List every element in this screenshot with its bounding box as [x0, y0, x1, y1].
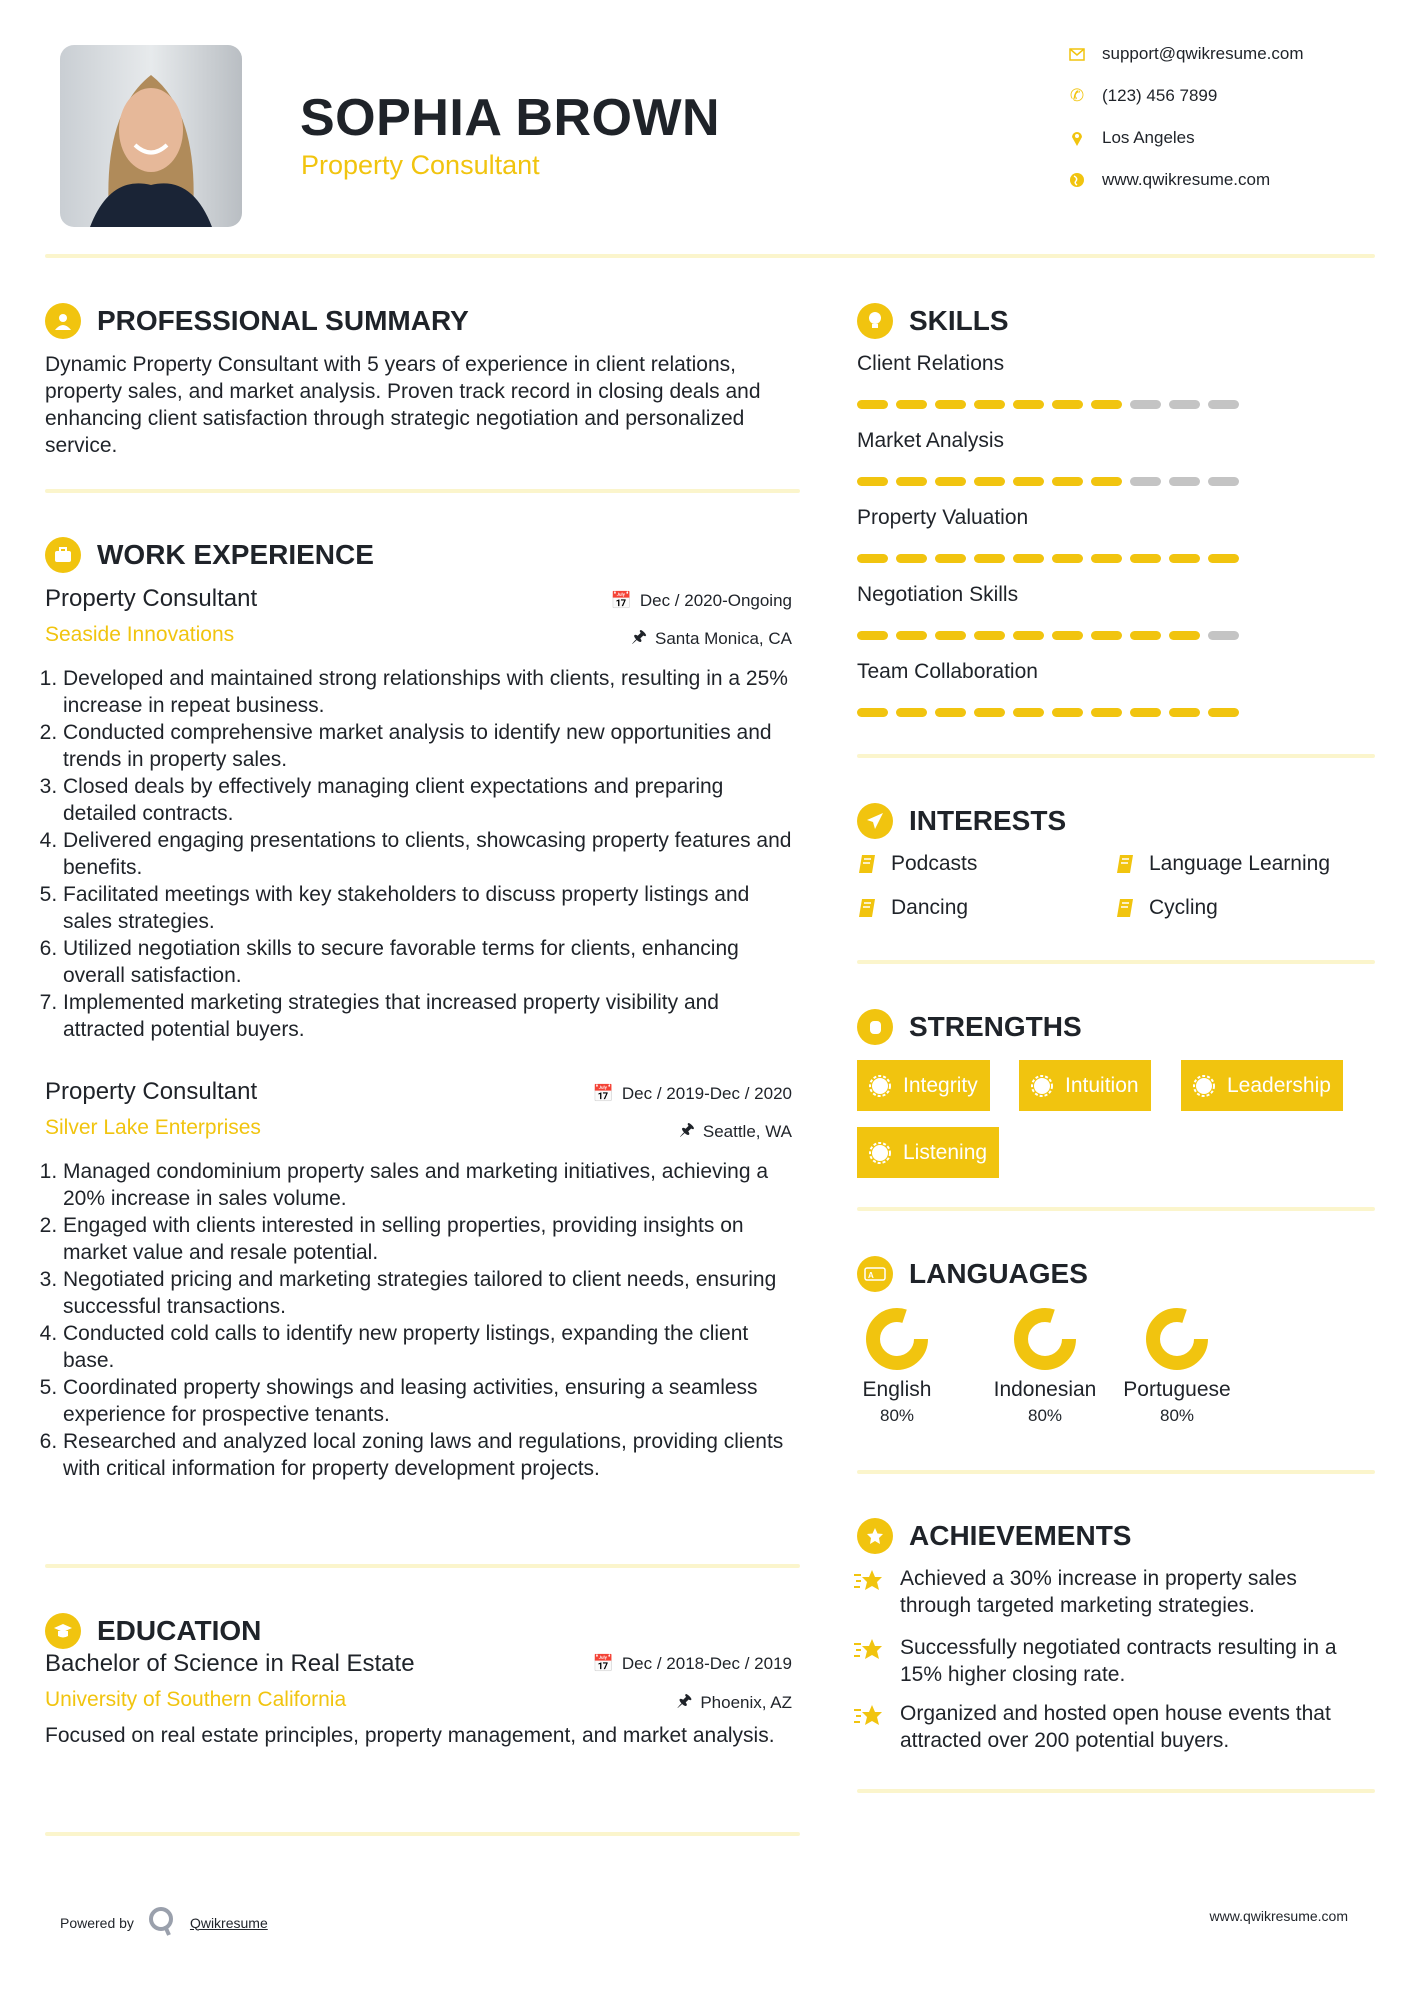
- rating-dash-filled: [896, 400, 927, 409]
- responsibility-item: 1. Managed condominium property sales and marketing initiatives, achieving a 20% increase in sales volume.: [63, 1158, 800, 1212]
- rating-dash-filled: [1091, 631, 1122, 640]
- rating-dash-filled: [1208, 708, 1239, 717]
- candidate-name: SOPHIA BROWN: [300, 89, 721, 147]
- interest-label: Podcasts: [891, 852, 978, 875]
- education-location-text: Phoenix, AZ: [700, 1692, 792, 1712]
- powered-by-text: Powered by: [60, 1914, 134, 1931]
- rating-dash-filled: [1052, 477, 1083, 486]
- skill-rating: [857, 477, 1239, 486]
- footer-website[interactable]: www.qwikresume.com: [1209, 1908, 1348, 1924]
- responsibility-item: 6. Researched and analyzed local zoning laws and regulations, providing clients with critical information for property development projects.: [63, 1428, 800, 1482]
- rating-dash-filled: [1208, 554, 1239, 563]
- job-company: Silver Lake Enterprises: [45, 1116, 261, 1139]
- rating-dash-filled: [1130, 631, 1161, 640]
- job-date: [500, 1084, 792, 1104]
- education-date: [500, 1654, 792, 1674]
- language-progress-arc: [1021, 1315, 1069, 1363]
- hand-icon: [857, 1009, 893, 1045]
- star-badge-icon: [857, 1518, 893, 1554]
- rating-dash-filled: [857, 477, 888, 486]
- work-heading-text: WORK EXPERIENCE: [97, 539, 374, 570]
- rating-dash-empty: [1169, 400, 1200, 409]
- summary-heading-text: PROFESSIONAL SUMMARY: [97, 305, 469, 336]
- language-name: English: [862, 1378, 932, 1401]
- skill-rating: [857, 631, 1239, 640]
- skill-rating: [857, 400, 1239, 409]
- badge-icon: [1031, 1075, 1053, 1097]
- achievement-item: [852, 1565, 1372, 1619]
- interest-item: [857, 896, 968, 920]
- job-date-text: Dec / 2020-Ongoing: [639, 591, 792, 610]
- achievements-heading-text: ACHIEVEMENTS: [909, 1520, 1132, 1551]
- rating-dash-filled: [896, 708, 927, 717]
- contact-location-text: Los Angeles: [1102, 128, 1195, 147]
- contact-phone-text: (123) 456 7899: [1102, 86, 1218, 105]
- skills-heading: [857, 303, 1009, 339]
- pin-icon: 🖈: [679, 1120, 695, 1139]
- strength-label: Integrity: [903, 1073, 978, 1097]
- achievement-item: [852, 1700, 1372, 1754]
- strength-tag: [857, 1127, 999, 1178]
- language-donut: [865, 1307, 929, 1371]
- responsibility-item: 2. Conducted comprehensive market analysis to identify new opportunities and trends in property sales.: [63, 719, 800, 773]
- job-date-text: Dec / 2019-Dec / 2020: [621, 1084, 792, 1103]
- interests-divider: [857, 960, 1375, 964]
- skill-label: Negotiation Skills: [857, 583, 1019, 606]
- strengths-heading-text: STRENGTHS: [909, 1011, 1082, 1042]
- pin-icon: 🖈: [676, 1691, 693, 1710]
- interest-label: Language Learning: [1149, 852, 1331, 875]
- job-responsibilities: [45, 665, 800, 1043]
- rating-dash-filled: [1169, 708, 1200, 717]
- job-title: Property Consultant: [45, 585, 258, 612]
- contact-email-text: support@qwikresume.com: [1102, 44, 1304, 63]
- rating-dash-filled: [1013, 477, 1044, 486]
- rating-dash-empty: [1208, 400, 1239, 409]
- responsibility-item: 5. Facilitated meetings with key stakeholders to discuss property listings and sales strategies.: [63, 881, 800, 935]
- strength-label: Intuition: [1065, 1073, 1139, 1097]
- candidate-title: Property Consultant: [301, 150, 540, 180]
- responsibility-item: 3. Negotiated pricing and marketing strategies tailored to client needs, ensuring successful transactions.: [63, 1266, 800, 1320]
- rating-dash-filled: [935, 708, 966, 717]
- rating-dash-filled: [1169, 554, 1200, 563]
- pin-icon: 🖈: [631, 627, 647, 646]
- book-icon: [1115, 897, 1135, 919]
- map-pin-icon: [1068, 129, 1086, 147]
- languages-divider: [857, 1470, 1375, 1474]
- skills-heading-text: SKILLS: [909, 305, 1009, 336]
- phone-icon: ✆: [1069, 86, 1085, 105]
- rating-dash-filled: [857, 554, 888, 563]
- profile-photo: [60, 45, 242, 227]
- rating-dash-filled: [935, 554, 966, 563]
- rating-dash-filled: [1052, 554, 1083, 563]
- book-icon: [857, 897, 877, 919]
- education-divider: [45, 1832, 800, 1836]
- skill-rating: [857, 708, 1239, 717]
- book-icon: [857, 853, 877, 875]
- header-divider: [45, 254, 1375, 258]
- star-icon: [852, 1700, 886, 1730]
- achievement-item: [852, 1634, 1372, 1688]
- strength-label: Leadership: [1227, 1073, 1331, 1097]
- education-heading: [45, 1613, 261, 1649]
- language-donut: [1145, 1307, 1209, 1371]
- rating-dash-filled: [1091, 400, 1122, 409]
- rating-dash-filled: [857, 708, 888, 717]
- briefcase-icon: [45, 537, 81, 573]
- contact-website[interactable]: [1068, 170, 1388, 190]
- rating-dash-filled: [935, 477, 966, 486]
- language-progress-arc: [1153, 1315, 1201, 1363]
- skill-rating: [857, 554, 1239, 563]
- summary-heading: [45, 303, 469, 339]
- strengths-divider: [857, 1207, 1375, 1211]
- education-description: Focused on real estate principles, property management, and market analysis.: [45, 1724, 775, 1747]
- skill-label: Team Collaboration: [857, 660, 1038, 683]
- responsibility-item: 1. Developed and maintained strong relationships with clients, resulting in a 25% increase in repeat business.: [63, 665, 800, 719]
- footer-powered: [60, 1906, 268, 1939]
- globe-icon: [1068, 171, 1086, 189]
- rating-dash-filled: [896, 554, 927, 563]
- language-percent: 80%: [1159, 1406, 1195, 1425]
- rating-dash-filled: [1091, 554, 1122, 563]
- contact-email[interactable]: [1068, 44, 1388, 64]
- calendar-icon: 📅: [592, 1654, 614, 1673]
- rating-dash-filled: [1013, 708, 1044, 717]
- responsibility-item: 6. Utilized negotiation skills to secure favorable terms for clients, enhancing overall satisfaction.: [63, 935, 800, 989]
- interest-item: [857, 852, 977, 876]
- calendar-icon: 📅: [592, 1084, 614, 1103]
- rating-dash-filled: [896, 631, 927, 640]
- language-donut: [1013, 1307, 1077, 1371]
- strength-tag: [857, 1060, 990, 1111]
- achievements-divider: [857, 1789, 1375, 1793]
- book-icon: [1115, 853, 1135, 875]
- responsibility-item: 4. Delivered engaging presentations to clients, showcasing property features and benefits.: [63, 827, 800, 881]
- language-percent: 80%: [1027, 1406, 1063, 1425]
- rating-dash-filled: [1130, 554, 1161, 563]
- rating-dash-empty: [1130, 400, 1161, 409]
- language-name: Portuguese: [1123, 1378, 1231, 1401]
- job-title: Property Consultant: [45, 1078, 258, 1105]
- skills-divider: [857, 754, 1375, 758]
- language-name: Indonesian: [993, 1378, 1097, 1401]
- summary-divider: [45, 489, 800, 493]
- rating-dash-filled: [1091, 708, 1122, 717]
- rating-dash-filled: [1013, 400, 1044, 409]
- languages-heading-text: LANGUAGES: [909, 1258, 1088, 1289]
- rating-dash-filled: [974, 477, 1005, 486]
- strength-tag: [1019, 1060, 1151, 1111]
- user-icon: [45, 303, 81, 339]
- responsibility-item: 7. Implemented marketing strategies that increased property visibility and attracted potential buyers.: [63, 989, 800, 1043]
- job-responsibilities: [45, 1158, 800, 1482]
- education-location: [500, 1688, 792, 1717]
- summary-text: Dynamic Property Consultant with 5 years of experience in client relations, property sales, and market analysis. Proven track record in closing deals and enhancing client satisfaction through strategic negotiation and personalized service.: [45, 353, 761, 457]
- rating-dash-filled: [974, 708, 1005, 717]
- achievements-heading: [857, 1518, 1131, 1554]
- interest-item: [1115, 852, 1330, 876]
- responsibility-item: 2. Engaged with clients interested in selling properties, providing insights on market value and resale potential.: [63, 1212, 800, 1266]
- achievement-text: Successfully negotiated contracts resulting in a 15% higher closing rate.: [900, 1636, 1337, 1686]
- responsibility-item: 3. Closed deals by effectively managing client expectations and preparing detailed contracts.: [63, 773, 800, 827]
- envelope-icon: [1068, 45, 1086, 63]
- badge-icon: [869, 1142, 891, 1164]
- language-percent: 80%: [879, 1406, 915, 1425]
- interests-heading: [857, 803, 1066, 839]
- badge-icon: [1193, 1075, 1215, 1097]
- education-school: University of Southern California: [45, 1688, 347, 1711]
- strength-tag: [1181, 1060, 1343, 1111]
- qwikresume-link[interactable]: Qwikresume: [189, 1914, 268, 1931]
- rating-dash-filled: [935, 400, 966, 409]
- star-icon: [852, 1634, 886, 1664]
- language-progress-arc: [873, 1315, 921, 1363]
- strength-label: Listening: [903, 1140, 988, 1164]
- job-location: [500, 624, 792, 653]
- rating-dash-filled: [857, 400, 888, 409]
- rating-dash-filled: [974, 554, 1005, 563]
- interest-item: [1115, 896, 1218, 920]
- work-divider: [45, 1564, 800, 1568]
- interest-label: Cycling: [1149, 896, 1218, 919]
- work-heading: [45, 537, 374, 573]
- rating-dash-empty: [1208, 631, 1239, 640]
- achievement-text: Organized and hosted open house events that attracted over 200 potential buyers.: [900, 1702, 1331, 1752]
- interests-heading-text: INTERESTS: [909, 805, 1067, 836]
- graduation-icon: [45, 1613, 81, 1649]
- lightbulb-icon: [857, 303, 893, 339]
- job-location: [500, 1117, 792, 1146]
- calendar-icon: 📅: [610, 591, 632, 610]
- education-heading-text: EDUCATION: [97, 1615, 262, 1646]
- rating-dash-filled: [1169, 631, 1200, 640]
- contact-website-text: www.qwikresume.com: [1102, 170, 1271, 189]
- strengths-heading: [857, 1009, 1082, 1045]
- star-icon: [852, 1565, 886, 1595]
- rating-dash-empty: [1130, 477, 1161, 486]
- education-degree: Bachelor of Science in Real Estate: [45, 1650, 415, 1677]
- job-company: Seaside Innovations: [45, 623, 235, 646]
- rating-dash-filled: [1052, 400, 1083, 409]
- rating-dash-filled: [1013, 554, 1044, 563]
- rating-dash-filled: [1052, 708, 1083, 717]
- skill-label: Market Analysis: [857, 429, 1005, 452]
- responsibility-item: 4. Conducted cold calls to identify new property listings, expanding the client base.: [63, 1320, 800, 1374]
- rating-dash-filled: [1013, 631, 1044, 640]
- rating-dash-filled: [857, 631, 888, 640]
- qwikresume-logo-icon: [148, 1906, 176, 1939]
- paper-plane-icon: [857, 803, 893, 839]
- interest-label: Dancing: [891, 896, 969, 919]
- responsibility-item: 5. Coordinated property showings and leasing activities, ensuring a seamless experience for prospective tenants.: [63, 1374, 800, 1428]
- job-location-text: Santa Monica, CA: [654, 628, 792, 648]
- achievement-text: Achieved a 30% increase in property sales through targeted marketing strategies.: [900, 1567, 1297, 1617]
- svg-text:A: A: [868, 1271, 874, 1280]
- translate-icon: [857, 1256, 893, 1292]
- rating-dash-filled: [1130, 708, 1161, 717]
- rating-dash-filled: [974, 400, 1005, 409]
- rating-dash-empty: [1208, 477, 1239, 486]
- job-location-text: Seattle, WA: [702, 1121, 792, 1141]
- contact-location: [1068, 128, 1388, 148]
- rating-dash-filled: [1052, 631, 1083, 640]
- contact-phone: [1068, 86, 1388, 106]
- rating-dash-filled: [896, 477, 927, 486]
- badge-icon: [869, 1075, 891, 1097]
- rating-dash-empty: [1169, 477, 1200, 486]
- rating-dash-filled: [974, 631, 1005, 640]
- rating-dash-filled: [935, 631, 966, 640]
- rating-dash-filled: [1091, 477, 1122, 486]
- job-date: [500, 591, 792, 611]
- skill-label: Property Valuation: [857, 506, 1029, 529]
- languages-heading: [857, 1256, 1088, 1292]
- education-date-text: Dec / 2018-Dec / 2019: [621, 1654, 792, 1673]
- skill-label: Client Relations: [857, 352, 1005, 375]
